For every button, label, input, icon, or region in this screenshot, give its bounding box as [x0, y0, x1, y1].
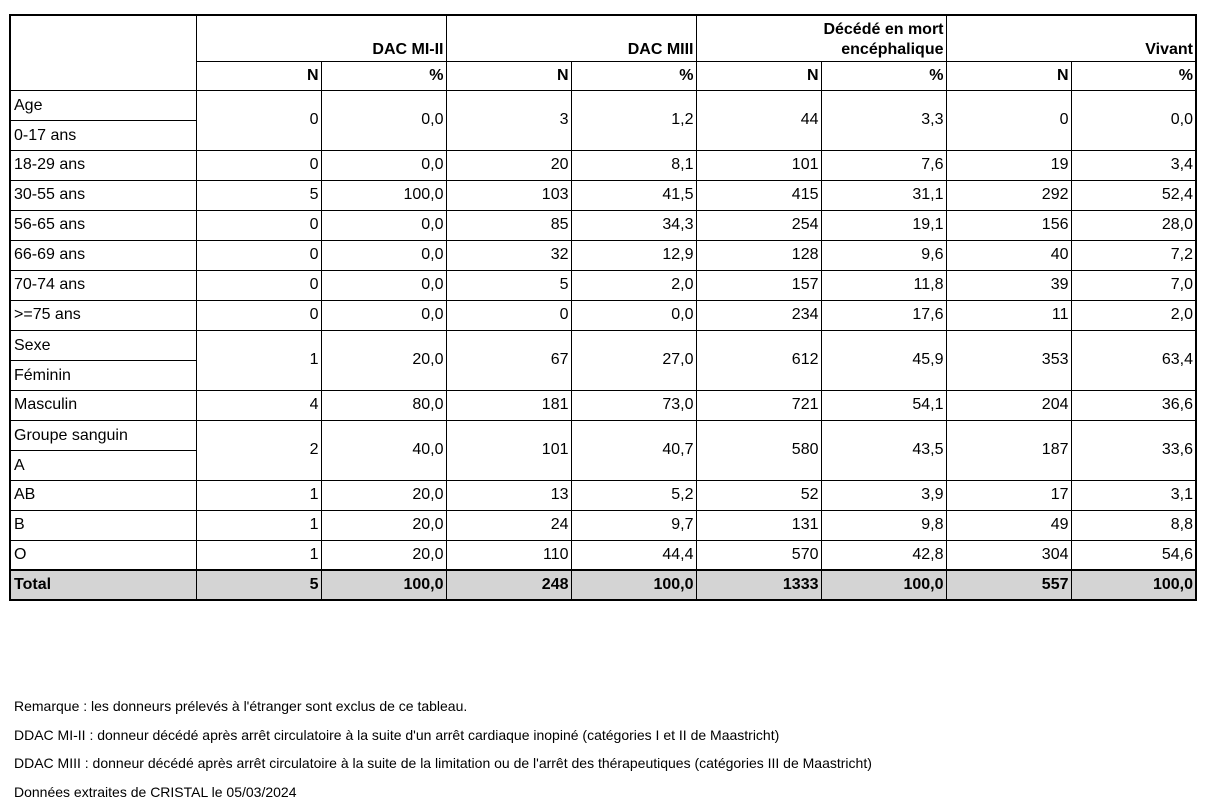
table-cell: 5	[446, 270, 571, 300]
table-cell: 44,4	[571, 540, 696, 570]
row-label: 30-55 ans	[10, 180, 196, 210]
table-cell: 8,1	[571, 150, 696, 180]
table-cell: 20,0	[321, 330, 446, 390]
table-cell: 4	[196, 390, 321, 420]
table-cell: 42,8	[821, 540, 946, 570]
table-row	[10, 420, 1196, 480]
header-corner-cell	[10, 15, 196, 90]
table-cell: 580	[696, 420, 821, 480]
table-cell: 45,9	[821, 330, 946, 390]
total-cell: 100,0	[571, 570, 696, 600]
table-cell: 7,0	[1071, 270, 1196, 300]
table-cell: 0	[446, 300, 571, 330]
table-cell: 1	[196, 330, 321, 390]
table-cell: 85	[446, 210, 571, 240]
total-cell: 100,0	[821, 570, 946, 600]
table-cell: 0,0	[571, 300, 696, 330]
table-cell: 0,0	[321, 240, 446, 270]
row-label: 56-65 ans	[10, 210, 196, 240]
table-cell: 3,4	[1071, 150, 1196, 180]
row-label: AB	[10, 480, 196, 510]
row-sub-label: 0-17 ans	[14, 126, 77, 144]
table-cell: 0	[196, 270, 321, 300]
table-cell: 41,5	[571, 180, 696, 210]
row-sub-label: A	[14, 456, 25, 474]
group-header-brain-death: Décédé en mort encéphalique	[696, 15, 946, 61]
table-row	[10, 150, 1196, 180]
table-cell: 2,0	[1071, 300, 1196, 330]
table-cell: 24	[446, 510, 571, 540]
row-sub-label: Féminin	[14, 366, 71, 384]
total-cell: 5	[196, 570, 321, 600]
table-cell: 7,6	[821, 150, 946, 180]
total-cell: 100,0	[1071, 570, 1196, 600]
table-cell: 0	[196, 90, 321, 150]
table-cell: 7,2	[1071, 240, 1196, 270]
table-row	[10, 180, 1196, 210]
table-cell: 3,9	[821, 480, 946, 510]
table-cell: 67	[446, 330, 571, 390]
table-cell: 3,3	[821, 90, 946, 150]
sub-header-percent: %	[321, 61, 446, 90]
table-cell: 9,8	[821, 510, 946, 540]
table-cell: 157	[696, 270, 821, 300]
table-cell: 0	[946, 90, 1071, 150]
table-cell: 54,1	[821, 390, 946, 420]
sub-header-percent: %	[571, 61, 696, 90]
table-cell: 1	[196, 540, 321, 570]
table-cell: 9,6	[821, 240, 946, 270]
table-cell: 49	[946, 510, 1071, 540]
note-ddac-miii: DDAC MIII : donneur décédé après arrêt circulatoire à la suite de la limitation ou de l'arrêt des thérapeutiques (catégories III de Maastricht)	[14, 755, 872, 771]
table-cell: 19,1	[821, 210, 946, 240]
table-cell: 5,2	[571, 480, 696, 510]
row-label	[10, 420, 196, 480]
table-row	[10, 510, 1196, 540]
table-cell: 11	[946, 300, 1071, 330]
table-cell: 20,0	[321, 510, 446, 540]
table-cell: 52,4	[1071, 180, 1196, 210]
table-cell: 44	[696, 90, 821, 150]
sub-header-n: N	[446, 61, 571, 90]
total-cell: 557	[946, 570, 1071, 600]
row-label: 70-74 ans	[10, 270, 196, 300]
table-cell: 304	[946, 540, 1071, 570]
table-cell: 9,7	[571, 510, 696, 540]
table-cell: 0,0	[321, 210, 446, 240]
table-cell: 17,6	[821, 300, 946, 330]
table-cell: 73,0	[571, 390, 696, 420]
table-cell: 234	[696, 300, 821, 330]
total-cell: 248	[446, 570, 571, 600]
group-header-dac-miii: DAC MIII	[446, 15, 696, 61]
table-cell: 156	[946, 210, 1071, 240]
row-label: 66-69 ans	[10, 240, 196, 270]
table-cell: 20	[446, 150, 571, 180]
sub-header-percent: %	[821, 61, 946, 90]
table-cell: 11,8	[821, 270, 946, 300]
table-cell: 110	[446, 540, 571, 570]
table-cell: 27,0	[571, 330, 696, 390]
donor-statistics-table	[9, 14, 1197, 601]
table-cell: 19	[946, 150, 1071, 180]
table-row	[10, 480, 1196, 510]
table-cell: 100,0	[321, 180, 446, 210]
table-cell: 17	[946, 480, 1071, 510]
table-cell: 40	[946, 240, 1071, 270]
note-ddac-mi-ii: DDAC MI-II : donneur décédé après arrêt circulatoire à la suite d'un arrêt cardiaque inopiné (catégories I et II de Maastricht)	[14, 726, 780, 743]
table-cell: 40,7	[571, 420, 696, 480]
table-cell: 52	[696, 480, 821, 510]
table-cell: 0,0	[321, 300, 446, 330]
table-cell: 0	[196, 300, 321, 330]
total-cell: 1333	[696, 570, 821, 600]
table-cell: 415	[696, 180, 821, 210]
row-label: Masculin	[10, 390, 196, 420]
row-category-label: Sexe	[11, 331, 196, 361]
table-cell: 570	[696, 540, 821, 570]
table-row	[10, 300, 1196, 330]
table-row	[10, 210, 1196, 240]
sub-header-n: N	[196, 61, 321, 90]
table-cell: 0,0	[321, 150, 446, 180]
total-row	[10, 570, 1196, 600]
table-row	[10, 240, 1196, 270]
note-data-source: Données extraites de CRISTAL le 05/03/2024	[14, 783, 297, 800]
table-cell: 3	[446, 90, 571, 150]
table-cell: 0	[196, 210, 321, 240]
table-cell: 13	[446, 480, 571, 510]
table-cell: 254	[696, 210, 821, 240]
table-cell: 187	[946, 420, 1071, 480]
table-cell: 2	[196, 420, 321, 480]
total-cell: 100,0	[321, 570, 446, 600]
group-header-vivant: Vivant	[946, 15, 1196, 61]
table-cell: 54,6	[1071, 540, 1196, 570]
table-row	[10, 390, 1196, 420]
table-cell: 63,4	[1071, 330, 1196, 390]
table-cell: 31,1	[821, 180, 946, 210]
table-cell: 40,0	[321, 420, 446, 480]
table-cell: 292	[946, 180, 1071, 210]
table-cell: 36,6	[1071, 390, 1196, 420]
table-cell: 101	[446, 420, 571, 480]
table-cell: 5	[196, 180, 321, 210]
sub-header-percent: %	[1071, 61, 1196, 90]
note-remarque: Remarque : les donneurs prélevés à l'étranger sont exclus de ce tableau.	[14, 698, 468, 714]
table-cell: 2,0	[571, 270, 696, 300]
footnotes	[14, 692, 872, 806]
table-row	[10, 270, 1196, 300]
table-cell: 43,5	[821, 420, 946, 480]
table-cell: 32	[446, 240, 571, 270]
table-cell: 20,0	[321, 480, 446, 510]
table-row	[10, 540, 1196, 570]
table-cell: 128	[696, 240, 821, 270]
total-label: Total	[10, 570, 196, 600]
table-cell: 181	[446, 390, 571, 420]
table-body	[10, 90, 1196, 600]
table-cell: 131	[696, 510, 821, 540]
sub-header-n: N	[946, 61, 1071, 90]
table-cell: 0	[196, 150, 321, 180]
row-category-label: Groupe sanguin	[11, 421, 196, 451]
table-cell: 0	[196, 240, 321, 270]
table-cell: 12,9	[571, 240, 696, 270]
table-cell: 103	[446, 180, 571, 210]
table-cell: 3,1	[1071, 480, 1196, 510]
row-label: B	[10, 510, 196, 540]
table-cell: 8,8	[1071, 510, 1196, 540]
table-cell: 0,0	[321, 90, 446, 150]
group-header-dac-mi-ii: DAC MI-II	[196, 15, 446, 61]
table-row	[10, 90, 1196, 150]
row-label: O	[10, 540, 196, 570]
row-label: 18-29 ans	[10, 150, 196, 180]
row-label: >=75 ans	[10, 300, 196, 330]
table-cell: 204	[946, 390, 1071, 420]
table-cell: 39	[946, 270, 1071, 300]
table-cell: 28,0	[1071, 210, 1196, 240]
table-cell: 101	[696, 150, 821, 180]
table-cell: 353	[946, 330, 1071, 390]
row-label	[10, 90, 196, 150]
table-cell: 721	[696, 390, 821, 420]
table-row	[10, 330, 1196, 390]
table-cell: 80,0	[321, 390, 446, 420]
table-cell: 0,0	[321, 270, 446, 300]
table-cell: 1	[196, 480, 321, 510]
table-cell: 33,6	[1071, 420, 1196, 480]
row-category-label: Age	[11, 91, 196, 121]
sub-header-n: N	[696, 61, 821, 90]
table-cell: 1,2	[571, 90, 696, 150]
table-cell: 0,0	[1071, 90, 1196, 150]
table-cell: 1	[196, 510, 321, 540]
table-cell: 612	[696, 330, 821, 390]
row-label	[10, 330, 196, 390]
table-cell: 34,3	[571, 210, 696, 240]
table-cell: 20,0	[321, 540, 446, 570]
